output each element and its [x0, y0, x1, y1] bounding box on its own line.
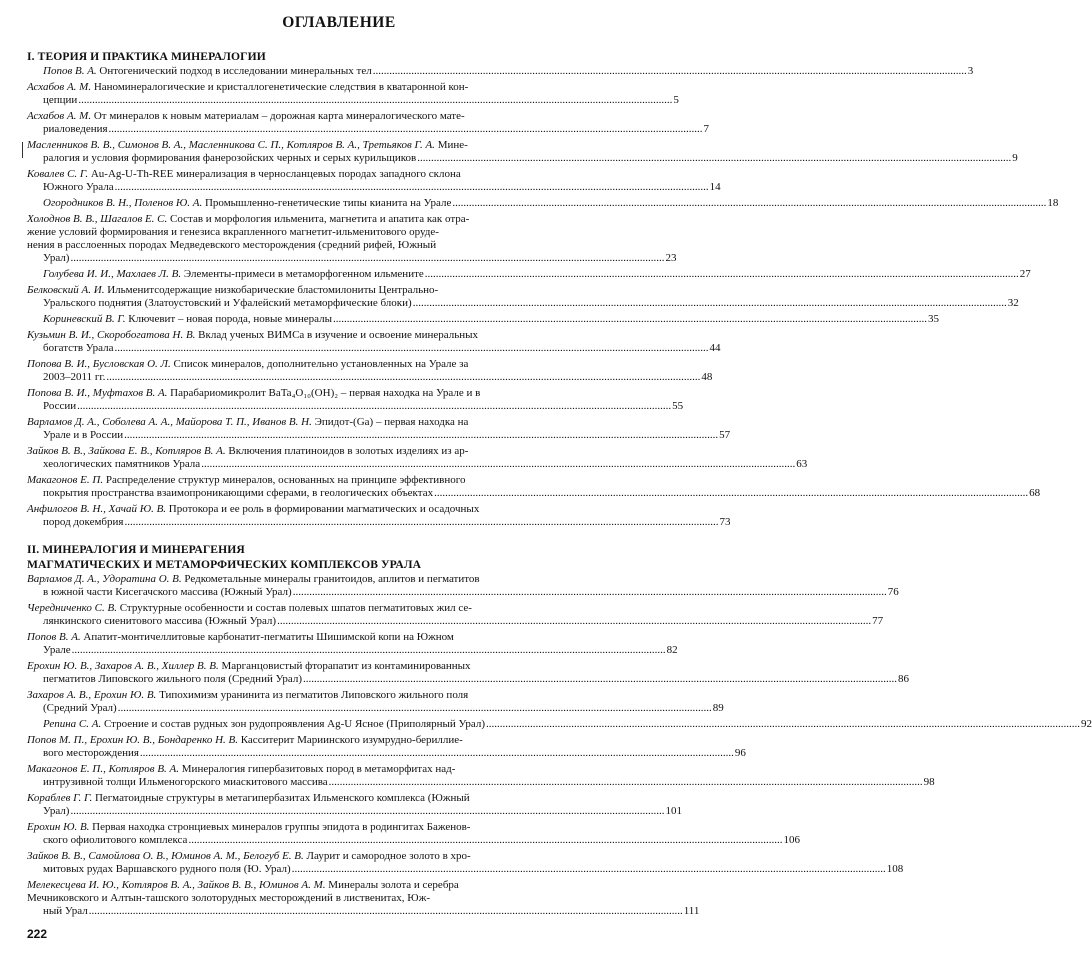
entry-title-line: Вклад ученых ВИМСа в изучение и освоение минеральных [195, 329, 479, 341]
entry-authors: Варламов Д. А., Удоратина О. В. [27, 573, 182, 585]
entry-page-number: 108 [886, 863, 904, 875]
entry-authors: Чередниченко С. В. [27, 602, 117, 614]
entry-title-line: пегматитов Липовского жильного поля (Средний Урал) [43, 673, 303, 685]
entry-page-number: 44 [709, 342, 721, 354]
leader-dots [72, 644, 666, 656]
entry-title-line: Строение и состав рудных зон рудопроявления Ag-U Ясное (Приполярный Урал) [101, 718, 485, 730]
entry-title-line: Распределение структур минералов, основанных на принципе эффективного [103, 474, 466, 486]
entry-authors: Огородников В. Н., Поленов Ю. А. [43, 197, 203, 209]
entry-title-line: нения в расслоенных породах Медведевского месторождения (средний рифей, Южный [27, 239, 437, 251]
entry-title-line: Южного Урала [43, 181, 114, 193]
entry-page-number: 111 [683, 905, 700, 917]
entry-title-line: Редкометальные минералы гранитоидов, аплитов и пегматитов [181, 573, 480, 585]
entry-title-line: ского офиолитового комплекса [43, 834, 188, 846]
entry-title-line: Парабариомикролит BaTa₄O₁₀(OH)₂ – первая находка на Урале и в [167, 387, 481, 399]
entry-title-line: жение условий формирования и генезиса вкрапленного магнетит-ильменитового оруде- [27, 226, 439, 238]
entry-title-line: Ключевит – новая порода, новые минералы [125, 313, 332, 325]
entry-page-number: 98 [923, 776, 935, 788]
entry-page-number: 7 [703, 123, 710, 135]
leader-dots [140, 747, 734, 759]
toc-entry[interactable] [27, 631, 678, 657]
toc-entry[interactable] [27, 879, 700, 918]
toc-section [27, 543, 1092, 918]
entry-page-number: 86 [898, 673, 910, 685]
entry-title-line: Урале и в России [43, 429, 124, 441]
entry-authors: Попова В. И., Бусловская О. Л. [27, 358, 171, 370]
entry-page-number: 68 [1029, 487, 1041, 499]
entry-page-number: 89 [712, 702, 724, 714]
entry-page-number: 106 [783, 834, 800, 846]
entry-page-number: 23 [665, 252, 677, 264]
entry-title-line: ный Урал [43, 905, 88, 917]
entry-page-number: 73 [719, 516, 731, 528]
entry-page-number: 101 [665, 805, 682, 817]
entry-authors: Кораблев Г. Г. [27, 792, 93, 804]
entry-title-line: Включения платиноидов в золотых изделиях из ар- [225, 445, 469, 457]
entry-title-line: пород докембрия [43, 516, 124, 528]
toc-entry[interactable] [27, 313, 939, 326]
entry-title-line: Касситерит Мариинского изумрудно-бериллие- [237, 734, 463, 746]
leader-dots [413, 297, 1007, 309]
entry-title-line: (Средний Урал) [43, 702, 117, 714]
toc-page [27, 14, 1092, 932]
entry-authors: Анфилогов В. Н., Хачай Ю. В. [27, 503, 167, 515]
entry-page-number: 57 [719, 429, 731, 441]
leader-dots [201, 458, 795, 470]
entry-title-line: в южной части Кисегачского массива (Южный Урал) [43, 586, 292, 598]
leader-dots [425, 268, 1019, 280]
entry-title-line: хеологических памятников Урала [43, 458, 201, 470]
leader-dots [77, 400, 671, 412]
leader-dots [89, 905, 683, 917]
leader-dots [118, 702, 712, 714]
toc-entry[interactable] [27, 139, 1018, 165]
entry-authors: Макагонов Е. П., Котляров В. А. [27, 763, 180, 775]
entry-title-line: От минералов к новым материалам – дорожная карта минералогического мате- [91, 110, 465, 122]
entry-title-line: Мечниковского и Алтын-ташского золоторудных месторождений в лиственитах, Юж- [27, 892, 431, 904]
toc-entry[interactable] [27, 718, 1092, 731]
entry-page-number: 55 [672, 400, 684, 412]
toc-entry[interactable] [27, 358, 713, 384]
entry-title-line: Уральского поднятия (Златоустовский и Уфалейский метаморфические блоки) [43, 297, 412, 309]
entry-authors: Асхабов А. М. [27, 110, 92, 122]
leader-dots [124, 429, 718, 441]
leader-dots [277, 615, 871, 627]
toc-entry[interactable] [27, 268, 1031, 281]
leader-dots [303, 673, 897, 685]
toc-entry[interactable] [27, 81, 679, 107]
entry-title-line: Эпидот-(Ga) – первая находка на [311, 416, 469, 428]
entry-authors: Ерохин Ю. В., Захаров А. В., Хиллер В. В. [27, 660, 219, 672]
entry-title-line: Урал) [43, 805, 70, 817]
leader-dots [333, 313, 927, 325]
entry-authors: Голубева И. И., Махлаев Л. В. [43, 268, 182, 280]
toc-entry[interactable] [27, 821, 800, 847]
leader-dots [106, 371, 700, 383]
entry-title-line: Урал) [43, 252, 70, 264]
leader-dots [78, 94, 672, 106]
entry-page-number: 82 [666, 644, 678, 656]
leader-dots [373, 65, 967, 77]
entry-page-number: 18 [1047, 197, 1059, 209]
entry-authors: Ерохин Ю. В. [27, 821, 90, 833]
entry-title-line: Список минералов, дополнительно установленных на Урале за [170, 358, 469, 370]
leader-dots [70, 252, 664, 264]
leader-dots [124, 516, 718, 528]
entry-title-line: Типохимизм уранинита из пегматитов Липовского жильного поля [156, 689, 469, 701]
entry-authors: Кузьмин В. И., Скоробогатова Н. В. [27, 329, 196, 341]
entry-authors: Макагонов Е. П. [27, 474, 104, 486]
entry-page-number: 92 [1081, 718, 1092, 730]
leader-dots [114, 342, 708, 354]
toc-entry[interactable] [27, 792, 682, 818]
toc-section [27, 50, 1059, 529]
entry-title-line: Протокора и ее роль в формировании магматических и осадочных [166, 503, 480, 515]
section-heading: МАГМАТИЧЕСКИХ И МЕТАМОРФИЧЕСКИХ КОМПЛЕКСОВ УРАЛА [27, 558, 422, 571]
entry-authors: Холоднов В. В., Шагалов Е. С. [27, 213, 168, 225]
leader-dots [293, 586, 887, 598]
entry-title-line: Элементы-примеси в метаморфогенном ильмените [181, 268, 424, 280]
entry-title-line: Апатит-монтичеллитовые карбонатит-пегматиты Шишимской копи на Южном [80, 631, 454, 643]
entry-title-line: покрытия пространства взаимопроникающими сферами, в геологических объектах [43, 487, 434, 499]
entry-authors: Репина С. А. [43, 718, 102, 730]
entry-page-number: 96 [734, 747, 746, 759]
entry-page-number: 77 [872, 615, 884, 627]
toc-entry[interactable] [27, 65, 974, 78]
entry-authors: Мелекесцева И. Ю., Котляров В. А., Зайков В. В., Юминов А. М. [27, 879, 326, 891]
toc-entry[interactable] [27, 213, 677, 265]
toc-entry[interactable] [27, 387, 684, 413]
page-number: 222 [27, 927, 48, 941]
entry-title-line: России [43, 400, 77, 412]
entry-page-number: 76 [887, 586, 899, 598]
leader-dots [70, 805, 664, 817]
entry-title-line: Au-Ag-U-Th-REE минерализация в черносланцевых породах западного склона [88, 168, 461, 180]
leader-dots [452, 197, 1046, 209]
entry-authors: Белковский А. И. [27, 284, 105, 296]
entry-authors: Масленников В. В., Симонов В. А., Масленникова С. П., Котляров В. А., Третьяков Г. А. [27, 139, 435, 151]
entry-title-line: риаловедения [43, 123, 108, 135]
entry-page-number: 27 [1019, 268, 1031, 280]
entry-authors: Варламов Д. А., Соболева А. А., Майорова Т. П., Иванов В. Н. [27, 416, 312, 428]
entry-authors: Асхабов А. М. [27, 81, 92, 93]
toc-entry[interactable] [27, 573, 899, 599]
entry-page-number: 5 [673, 94, 679, 106]
leader-dots [417, 152, 1011, 164]
margin-mark [22, 142, 23, 158]
entry-title-line: вого месторождения [43, 747, 139, 759]
entry-authors: Ковалев С. Г. [27, 168, 89, 180]
entry-title-line: ралогия и условия формирования фанерозойских черных и серых курильщиков [43, 152, 417, 164]
toc-entry[interactable] [27, 197, 1059, 210]
toc-entry[interactable] [27, 503, 731, 529]
entry-authors: Попова В. И., Муфтахов В. А. [27, 387, 168, 399]
toc-entry[interactable] [27, 850, 904, 876]
toc-entry[interactable] [27, 474, 1041, 500]
entry-title-line: Минералогия гипербазитовых пород в метаморфитах над- [179, 763, 456, 775]
leader-dots [434, 487, 1028, 499]
entry-title-line: лянкинского сиенитового массива (Южный Урал) [43, 615, 277, 627]
entry-title-line: Промышленно-генетические типы кианита на Урале [202, 197, 452, 209]
entry-title-line: 2003–2011 гг. [43, 371, 106, 383]
leader-dots [115, 181, 709, 193]
leader-dots [329, 776, 923, 788]
entry-page-number: 63 [796, 458, 808, 470]
entry-page-number: 35 [927, 313, 939, 325]
toc-entry[interactable] [27, 110, 710, 136]
leader-dots [109, 123, 703, 135]
toc-entry[interactable] [27, 284, 1019, 310]
entry-title-line: цепции [43, 94, 78, 106]
toc-entry[interactable] [27, 602, 884, 628]
toc-entry[interactable] [27, 329, 721, 355]
entry-title-line: Структурные особенности и состав полевых шпатов пегматитовых жил се- [116, 602, 472, 614]
entry-title-line: Лаурит и самородное золото в хро- [303, 850, 471, 862]
toc-entry[interactable] [27, 445, 808, 471]
entry-authors: Попов В. А. [27, 631, 81, 643]
leader-dots [292, 863, 886, 875]
entry-title-line: Онтогенический подход в исследовании минеральных тел [96, 65, 372, 77]
entry-title-line: Минералы золота и серебра [325, 879, 459, 891]
entry-title-line: Пегматоидные структуры в метагипербазитах Ильменского комплекса (Южный [92, 792, 470, 804]
entry-authors: Попов В. А. [43, 65, 97, 77]
entry-page-number: 3 [967, 65, 974, 77]
entry-title-line: Урале [43, 644, 71, 656]
entry-title-line: Ильменитсодержащие низкобарические бластомилониты Центрально- [104, 284, 439, 296]
entry-title-line: Первая находка стронциевых минералов группы эпидота в родингитах Баженов- [89, 821, 471, 833]
entry-title-line: Наноминералогические и кристаллогенетические следствия в кватаронной кон- [91, 81, 469, 93]
section-heading: II. МИНЕРАЛОГИЯ И МИНЕРАГЕНИЯ [27, 543, 245, 556]
entry-title-line: Марганцовистый фторапатит из контаминированных [218, 660, 471, 672]
page-title: ОГЛАВЛЕНИЕ [282, 14, 396, 31]
toc-entry[interactable] [27, 660, 910, 686]
leader-dots [188, 834, 782, 846]
toc-entry[interactable] [27, 416, 731, 442]
entry-title-line: интрузивной толщи Ильменогорского миаскитового массива [43, 776, 328, 788]
entry-page-number: 14 [709, 181, 721, 193]
entry-authors: Зайков В. В., Самойлова О. В., Юминов А. М., Белогуб Е. В. [27, 850, 304, 862]
entry-page-number: 32 [1007, 297, 1019, 309]
leader-dots [486, 718, 1080, 730]
entry-title-line: митовых рудах Варшавского рудного поля (Ю. Урал) [43, 863, 291, 875]
entry-title-line: Мине- [434, 139, 468, 151]
toc-sections [27, 50, 1092, 918]
entry-authors: Кориневский В. Г. [43, 313, 126, 325]
entry-page-number: 9 [1012, 152, 1018, 164]
toc-entry[interactable] [27, 168, 721, 194]
entry-authors: Захаров А. В., Ерохин Ю. В. [27, 689, 157, 701]
entry-authors: Попов М. П., Ерохин Ю. В., Бондаренко Н. В. [27, 734, 238, 746]
entry-title-line: Состав и морфология ильменита, магнетита и апатита как отра- [167, 213, 470, 225]
entry-page-number: 48 [701, 371, 713, 383]
toc-entry[interactable] [27, 689, 724, 715]
toc-entry[interactable] [27, 763, 935, 789]
entry-title-line: богатств Урала [43, 342, 114, 354]
section-heading: I. ТЕОРИЯ И ПРАКТИКА МИНЕРАЛОГИИ [27, 50, 266, 63]
entry-authors: Зайков В. В., Зайкова Е. В., Котляров В. А. [27, 445, 226, 457]
toc-entry[interactable] [27, 734, 746, 760]
